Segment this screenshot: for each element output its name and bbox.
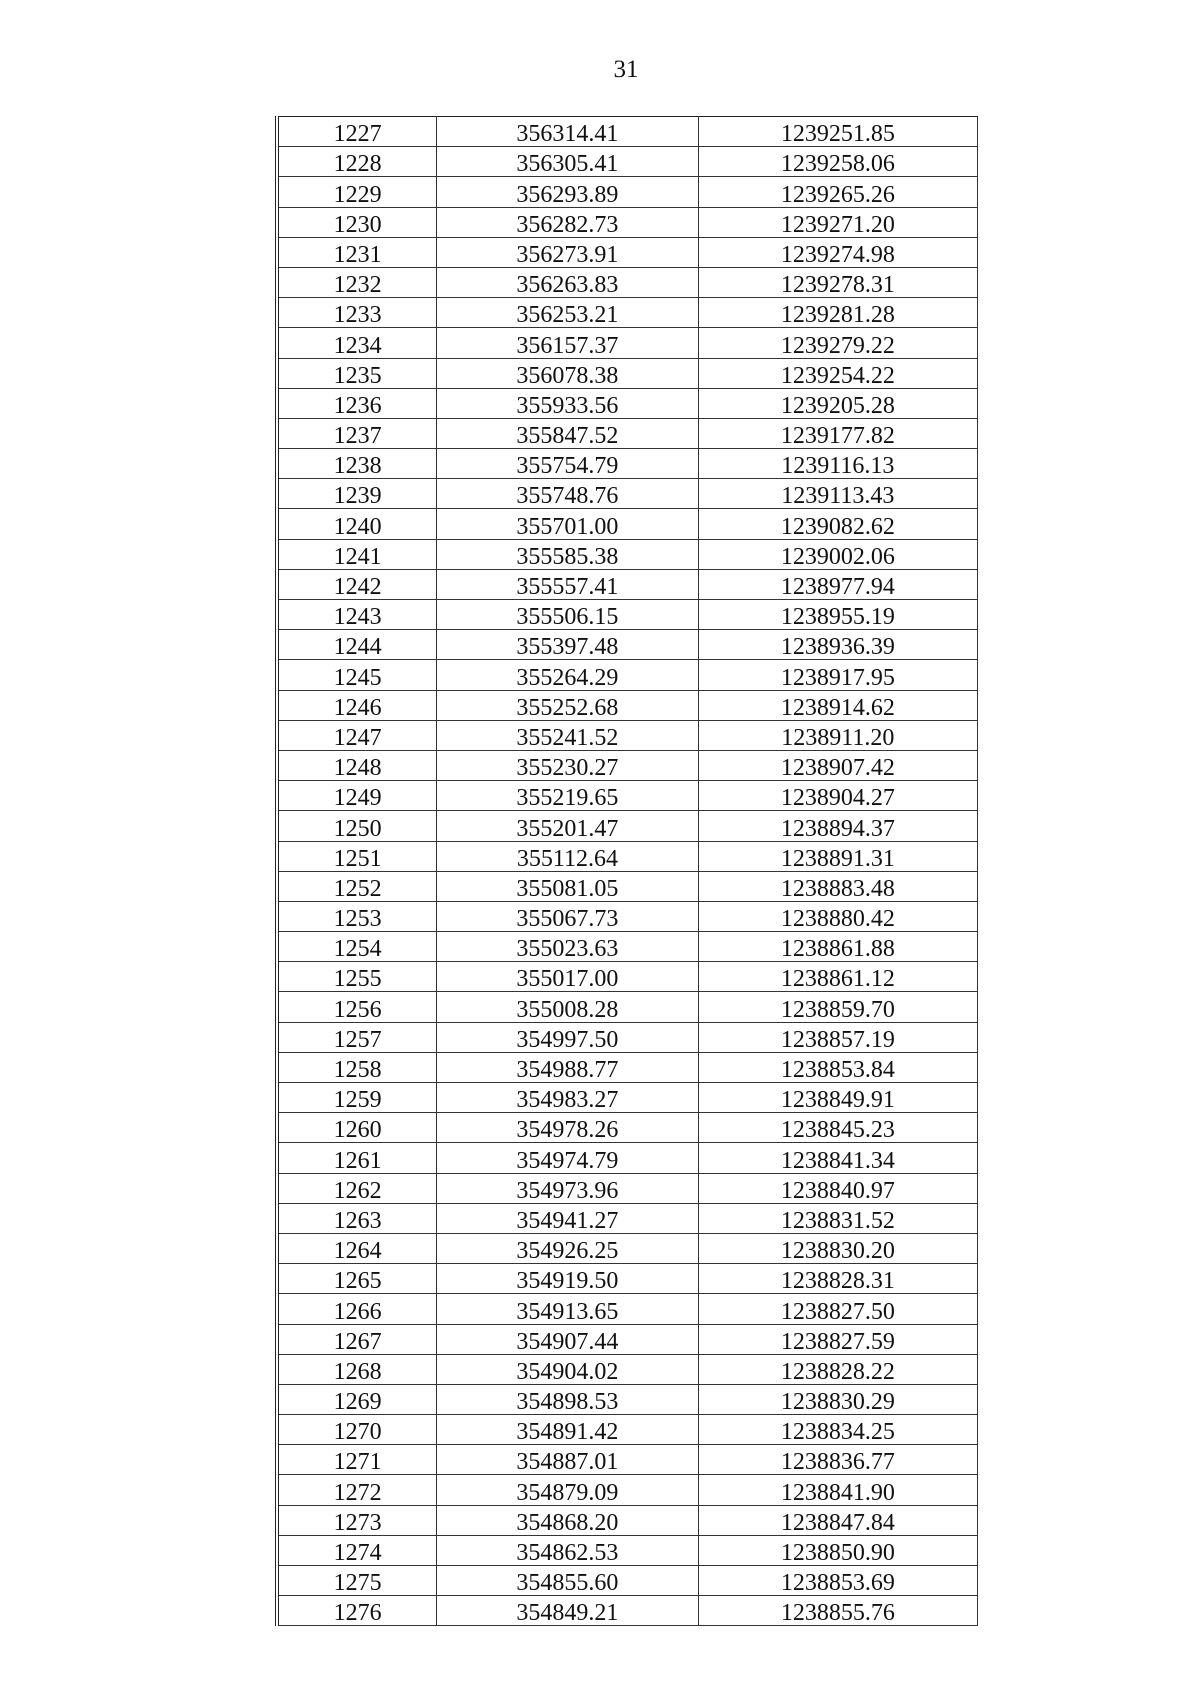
x-coordinate-cell: 354926.25 xyxy=(437,1233,698,1263)
point-number-cell: 1240 xyxy=(277,509,437,539)
x-coordinate-cell: 355557.41 xyxy=(437,569,698,599)
table-row xyxy=(277,1535,978,1565)
x-coordinate-cell: 354988.77 xyxy=(437,1052,698,1082)
y-coordinate-cell: 1238830.29 xyxy=(698,1384,977,1414)
x-coordinate-cell: 355397.48 xyxy=(437,630,698,660)
x-coordinate-cell: 356282.73 xyxy=(437,207,698,237)
point-number-cell: 1243 xyxy=(277,600,437,630)
table-row xyxy=(277,147,978,177)
table-row xyxy=(277,1022,978,1052)
page-number: 31 xyxy=(613,56,639,83)
table-row xyxy=(277,479,978,509)
x-coordinate-cell: 355067.73 xyxy=(437,901,698,931)
x-coordinate-cell: 354879.09 xyxy=(437,1475,698,1505)
point-number-cell: 1266 xyxy=(277,1294,437,1324)
table-row xyxy=(277,388,978,418)
point-number-cell: 1242 xyxy=(277,569,437,599)
x-coordinate-cell: 355754.79 xyxy=(437,449,698,479)
table-row xyxy=(277,781,978,811)
table-row xyxy=(277,1113,978,1143)
y-coordinate-cell: 1239254.22 xyxy=(698,358,977,388)
coordinates-table-body xyxy=(277,117,978,1626)
y-coordinate-cell: 1238828.31 xyxy=(698,1264,977,1294)
point-number-cell: 1274 xyxy=(277,1535,437,1565)
y-coordinate-cell: 1238911.20 xyxy=(698,720,977,750)
x-coordinate-cell: 355201.47 xyxy=(437,811,698,841)
y-coordinate-cell: 1238904.27 xyxy=(698,781,977,811)
point-number-cell: 1261 xyxy=(277,1143,437,1173)
y-coordinate-cell: 1238955.19 xyxy=(698,600,977,630)
point-number-cell: 1237 xyxy=(277,418,437,448)
y-coordinate-cell: 1238847.84 xyxy=(698,1505,977,1535)
x-coordinate-cell: 354997.50 xyxy=(437,1022,698,1052)
point-number-cell: 1268 xyxy=(277,1354,437,1384)
point-number-cell: 1262 xyxy=(277,1173,437,1203)
y-coordinate-cell: 1238836.77 xyxy=(698,1445,977,1475)
y-coordinate-cell: 1238855.76 xyxy=(698,1596,977,1626)
point-number-cell: 1250 xyxy=(277,811,437,841)
x-coordinate-cell: 354919.50 xyxy=(437,1264,698,1294)
x-coordinate-cell: 355112.64 xyxy=(437,841,698,871)
x-coordinate-cell: 355230.27 xyxy=(437,750,698,780)
x-coordinate-cell: 355701.00 xyxy=(437,509,698,539)
table-row xyxy=(277,1384,978,1414)
table-row xyxy=(277,569,978,599)
point-number-cell: 1247 xyxy=(277,720,437,750)
x-coordinate-cell: 354891.42 xyxy=(437,1415,698,1445)
y-coordinate-cell: 1238894.37 xyxy=(698,811,977,841)
table-row xyxy=(277,901,978,931)
x-coordinate-cell: 354973.96 xyxy=(437,1173,698,1203)
y-coordinate-cell: 1238857.19 xyxy=(698,1022,977,1052)
x-coordinate-cell: 356157.37 xyxy=(437,328,698,358)
table-row xyxy=(277,418,978,448)
x-coordinate-cell: 354983.27 xyxy=(437,1083,698,1113)
y-coordinate-cell: 1238827.59 xyxy=(698,1324,977,1354)
x-coordinate-cell: 356293.89 xyxy=(437,177,698,207)
point-number-cell: 1246 xyxy=(277,690,437,720)
table-row xyxy=(277,117,978,147)
y-coordinate-cell: 1238859.70 xyxy=(698,992,977,1022)
point-number-cell: 1230 xyxy=(277,207,437,237)
y-coordinate-cell: 1239002.06 xyxy=(698,539,977,569)
y-coordinate-cell: 1238828.22 xyxy=(698,1354,977,1384)
point-number-cell: 1259 xyxy=(277,1083,437,1113)
point-number-cell: 1260 xyxy=(277,1113,437,1143)
point-number-cell: 1275 xyxy=(277,1566,437,1596)
x-coordinate-cell: 356273.91 xyxy=(437,237,698,267)
table-row xyxy=(277,750,978,780)
point-number-cell: 1264 xyxy=(277,1233,437,1263)
point-number-cell: 1239 xyxy=(277,479,437,509)
x-coordinate-cell: 356305.41 xyxy=(437,147,698,177)
y-coordinate-cell: 1238917.95 xyxy=(698,660,977,690)
x-coordinate-cell: 355748.76 xyxy=(437,479,698,509)
x-coordinate-cell: 355017.00 xyxy=(437,962,698,992)
y-coordinate-cell: 1238840.97 xyxy=(698,1173,977,1203)
table-row xyxy=(277,1173,978,1203)
point-number-cell: 1234 xyxy=(277,328,437,358)
table-row xyxy=(277,1052,978,1082)
y-coordinate-cell: 1239205.28 xyxy=(698,388,977,418)
point-number-cell: 1271 xyxy=(277,1445,437,1475)
y-coordinate-cell: 1239113.43 xyxy=(698,479,977,509)
y-coordinate-cell: 1239177.82 xyxy=(698,418,977,448)
table-row xyxy=(277,509,978,539)
y-coordinate-cell: 1239082.62 xyxy=(698,509,977,539)
table-row xyxy=(277,1566,978,1596)
point-number-cell: 1231 xyxy=(277,237,437,267)
y-coordinate-cell: 1239271.20 xyxy=(698,207,977,237)
y-coordinate-cell: 1238853.69 xyxy=(698,1566,977,1596)
table-row xyxy=(277,1415,978,1445)
point-number-cell: 1263 xyxy=(277,1203,437,1233)
x-coordinate-cell: 354898.53 xyxy=(437,1384,698,1414)
x-coordinate-cell: 355506.15 xyxy=(437,600,698,630)
point-number-cell: 1256 xyxy=(277,992,437,1022)
table-row xyxy=(277,600,978,630)
table-row xyxy=(277,1083,978,1113)
y-coordinate-cell: 1238841.90 xyxy=(698,1475,977,1505)
table-row xyxy=(277,871,978,901)
y-coordinate-cell: 1238841.34 xyxy=(698,1143,977,1173)
x-coordinate-cell: 355081.05 xyxy=(437,871,698,901)
y-coordinate-cell: 1239258.06 xyxy=(698,147,977,177)
table-row xyxy=(277,660,978,690)
point-number-cell: 1228 xyxy=(277,147,437,177)
y-coordinate-cell: 1239265.26 xyxy=(698,177,977,207)
table-row xyxy=(277,539,978,569)
x-coordinate-cell: 355241.52 xyxy=(437,720,698,750)
table-row xyxy=(277,177,978,207)
y-coordinate-cell: 1239279.22 xyxy=(698,328,977,358)
x-coordinate-cell: 354913.65 xyxy=(437,1294,698,1324)
y-coordinate-cell: 1239274.98 xyxy=(698,237,977,267)
table-row xyxy=(277,962,978,992)
x-coordinate-cell: 355008.28 xyxy=(437,992,698,1022)
x-coordinate-cell: 354887.01 xyxy=(437,1445,698,1475)
table-row xyxy=(277,267,978,297)
table-row xyxy=(277,1203,978,1233)
y-coordinate-cell: 1238883.48 xyxy=(698,871,977,901)
point-number-cell: 1227 xyxy=(277,117,437,147)
point-number-cell: 1273 xyxy=(277,1505,437,1535)
y-coordinate-cell: 1238827.50 xyxy=(698,1294,977,1324)
x-coordinate-cell: 356253.21 xyxy=(437,298,698,328)
point-number-cell: 1254 xyxy=(277,932,437,962)
table-row xyxy=(277,720,978,750)
point-number-cell: 1238 xyxy=(277,449,437,479)
y-coordinate-cell: 1238861.88 xyxy=(698,932,977,962)
table-row xyxy=(277,237,978,267)
y-coordinate-cell: 1239281.28 xyxy=(698,298,977,328)
x-coordinate-cell: 355585.38 xyxy=(437,539,698,569)
table-row xyxy=(277,992,978,1022)
point-number-cell: 1249 xyxy=(277,781,437,811)
table-row xyxy=(277,1294,978,1324)
y-coordinate-cell: 1238831.52 xyxy=(698,1203,977,1233)
point-number-cell: 1229 xyxy=(277,177,437,207)
point-number-cell: 1270 xyxy=(277,1415,437,1445)
table-row xyxy=(277,811,978,841)
point-number-cell: 1236 xyxy=(277,388,437,418)
point-number-cell: 1253 xyxy=(277,901,437,931)
y-coordinate-cell: 1239116.13 xyxy=(698,449,977,479)
point-number-cell: 1241 xyxy=(277,539,437,569)
x-coordinate-cell: 354904.02 xyxy=(437,1354,698,1384)
x-coordinate-cell: 354978.26 xyxy=(437,1113,698,1143)
y-coordinate-cell: 1238834.25 xyxy=(698,1415,977,1445)
point-number-cell: 1272 xyxy=(277,1475,437,1505)
x-coordinate-cell: 355847.52 xyxy=(437,418,698,448)
table-row xyxy=(277,630,978,660)
y-coordinate-cell: 1238861.12 xyxy=(698,962,977,992)
table-row xyxy=(277,1475,978,1505)
table-row xyxy=(277,932,978,962)
table-row xyxy=(277,690,978,720)
y-coordinate-cell: 1239251.85 xyxy=(698,117,977,147)
table-row xyxy=(277,328,978,358)
table-row xyxy=(277,449,978,479)
y-coordinate-cell: 1238853.84 xyxy=(698,1052,977,1082)
table-row xyxy=(277,1354,978,1384)
y-coordinate-cell: 1238849.91 xyxy=(698,1083,977,1113)
x-coordinate-cell: 356263.83 xyxy=(437,267,698,297)
x-coordinate-cell: 354862.53 xyxy=(437,1535,698,1565)
x-coordinate-cell: 354855.60 xyxy=(437,1566,698,1596)
y-coordinate-cell: 1239278.31 xyxy=(698,267,977,297)
x-coordinate-cell: 356078.38 xyxy=(437,358,698,388)
table-row xyxy=(277,1324,978,1354)
x-coordinate-cell: 355219.65 xyxy=(437,781,698,811)
y-coordinate-cell: 1238880.42 xyxy=(698,901,977,931)
point-number-cell: 1251 xyxy=(277,841,437,871)
y-coordinate-cell: 1238845.23 xyxy=(698,1113,977,1143)
table-row xyxy=(277,298,978,328)
point-number-cell: 1265 xyxy=(277,1264,437,1294)
x-coordinate-cell: 355264.29 xyxy=(437,660,698,690)
x-coordinate-cell: 354849.21 xyxy=(437,1596,698,1626)
table-row xyxy=(277,841,978,871)
y-coordinate-cell: 1238830.20 xyxy=(698,1233,977,1263)
y-coordinate-cell: 1238907.42 xyxy=(698,750,977,780)
y-coordinate-cell: 1238977.94 xyxy=(698,569,977,599)
x-coordinate-cell: 354868.20 xyxy=(437,1505,698,1535)
coordinates-table xyxy=(275,116,978,1626)
x-coordinate-cell: 355252.68 xyxy=(437,690,698,720)
x-coordinate-cell: 356314.41 xyxy=(437,117,698,147)
x-coordinate-cell: 355023.63 xyxy=(437,932,698,962)
point-number-cell: 1267 xyxy=(277,1324,437,1354)
table-row xyxy=(277,1264,978,1294)
point-number-cell: 1257 xyxy=(277,1022,437,1052)
y-coordinate-cell: 1238891.31 xyxy=(698,841,977,871)
y-coordinate-cell: 1238914.62 xyxy=(698,690,977,720)
point-number-cell: 1244 xyxy=(277,630,437,660)
table-row xyxy=(277,1143,978,1173)
y-coordinate-cell: 1238936.39 xyxy=(698,630,977,660)
point-number-cell: 1269 xyxy=(277,1384,437,1414)
table-row xyxy=(277,1505,978,1535)
x-coordinate-cell: 354941.27 xyxy=(437,1203,698,1233)
point-number-cell: 1245 xyxy=(277,660,437,690)
point-number-cell: 1258 xyxy=(277,1052,437,1082)
table-row xyxy=(277,1445,978,1475)
point-number-cell: 1252 xyxy=(277,871,437,901)
point-number-cell: 1232 xyxy=(277,267,437,297)
point-number-cell: 1255 xyxy=(277,962,437,992)
y-coordinate-cell: 1238850.90 xyxy=(698,1535,977,1565)
x-coordinate-cell: 355933.56 xyxy=(437,388,698,418)
x-coordinate-cell: 354974.79 xyxy=(437,1143,698,1173)
point-number-cell: 1248 xyxy=(277,750,437,780)
table-row xyxy=(277,358,978,388)
point-number-cell: 1276 xyxy=(277,1596,437,1626)
point-number-cell: 1233 xyxy=(277,298,437,328)
x-coordinate-cell: 354907.44 xyxy=(437,1324,698,1354)
table-row xyxy=(277,1596,978,1626)
table-row xyxy=(277,207,978,237)
table-row xyxy=(277,1233,978,1263)
point-number-cell: 1235 xyxy=(277,358,437,388)
